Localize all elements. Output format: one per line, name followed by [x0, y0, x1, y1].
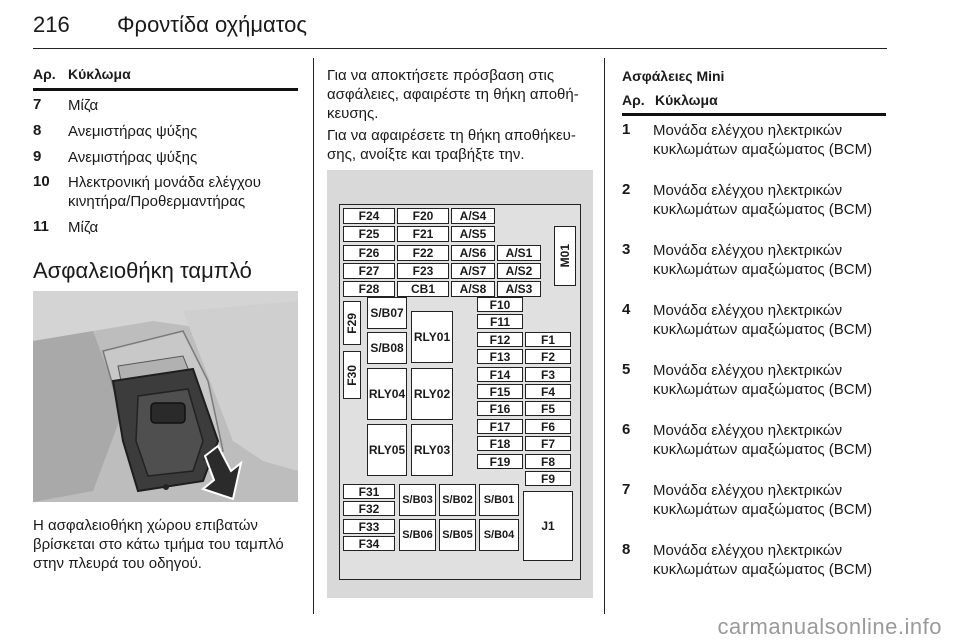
fuse-f25: F25: [343, 226, 395, 242]
right-row-no: 8: [622, 541, 631, 558]
fuse-cb1: CB1: [397, 281, 449, 297]
right-row-no: 7: [622, 481, 631, 498]
left-row-text: Μίζα: [68, 97, 99, 114]
fuse-m01-label: M01: [558, 244, 572, 268]
removal-instructions: Για να αφαιρέσετε τη θήκη αποθήκευ-σης, ανοίξτε και τραβήξτε την.: [327, 127, 576, 163]
right-row-no: 5: [622, 361, 631, 378]
access-instructions: Για να αποκτήσετε πρόσβαση στις ασφάλειες, αφαιρέστε τη θήκη αποθή-κευσης.: [327, 67, 579, 122]
fuse-as3: A/S3: [497, 281, 541, 297]
fuse-f31: F31: [343, 484, 395, 499]
fuse-as1: A/S1: [497, 245, 541, 261]
right-row-text: Μονάδα ελέγχου ηλεκτρικών κυκλωμάτων αμαξώματος (BCM): [653, 542, 873, 578]
fuse-f14: F14: [477, 367, 523, 382]
right-row-text: Μονάδα ελέγχου ηλεκτρικών κυκλωμάτων αμαξώματος (BCM): [653, 422, 873, 458]
fuse-f29: [343, 301, 361, 345]
right-header-no: Αρ.: [622, 92, 645, 108]
fuse-f22: F22: [397, 245, 449, 261]
fuse-f13: F13: [477, 349, 523, 364]
fuse-f19: F19: [477, 454, 523, 469]
right-row-no: 6: [622, 421, 631, 438]
fuse-f1: F1: [525, 332, 571, 347]
fuse-f28: F28: [343, 281, 395, 297]
fuse-f15: F15: [477, 384, 523, 399]
page-number: 216: [33, 12, 70, 37]
fuse-box-diagram: [327, 170, 593, 598]
fuse-sb02: S/B02: [439, 484, 476, 516]
glovebox-illustration: [33, 291, 298, 502]
fuse-f8: F8: [525, 454, 571, 469]
glovebox-photo: [33, 291, 298, 502]
fuse-as6: A/S6: [451, 245, 495, 261]
left-table-rule: [33, 88, 298, 91]
left-row-text: Μίζα: [68, 219, 99, 236]
right-row-no: 1: [622, 121, 631, 138]
right-row-no: 4: [622, 301, 631, 318]
fuse-as8: A/S8: [451, 281, 495, 297]
right-row-text: Μονάδα ελέγχου ηλεκτρικών κυκλωμάτων αμαξώματος (BCM): [653, 122, 873, 158]
right-row-text: Μονάδα ελέγχου ηλεκτρικών κυκλωμάτων αμαξώματος (BCM): [653, 302, 873, 338]
fuse-f21: F21: [397, 226, 449, 242]
section-title-dashboard: Ασφαλειοθήκη ταμπλό: [33, 258, 252, 283]
fuse-f10: F10: [477, 297, 523, 312]
fuse-sb03: S/B03: [399, 484, 436, 516]
left-row-text: Ανεμιστήρας ψύξης: [68, 149, 198, 166]
fuse-as4: A/S4: [451, 208, 495, 224]
left-header-no: Αρ.: [33, 66, 56, 82]
fuse-f20: F20: [397, 208, 449, 224]
left-row-text: Ηλεκτρονική μονάδα ελέγχου κινητήρα/Προθερμαντήρας: [68, 174, 261, 210]
relay-rly01: RLY01: [411, 311, 453, 363]
right-header-circuit: Κύκλωμα: [655, 92, 718, 108]
fuse-f7: F7: [525, 436, 571, 451]
fuse-f32: F32: [343, 501, 395, 516]
fuse-f26: F26: [343, 245, 395, 261]
fuse-sb07: S/B07: [367, 297, 407, 329]
relay-rly05: RLY05: [367, 424, 407, 476]
fuse-as5: A/S5: [451, 226, 495, 242]
fuse-f17: F17: [477, 419, 523, 434]
right-row-no: 3: [622, 241, 631, 258]
left-row-no: 7: [33, 96, 42, 113]
fuse-j1: J1: [523, 491, 573, 561]
left-row-no: 10: [33, 173, 50, 190]
column-divider-2: [604, 58, 605, 614]
fuse-f2: F2: [525, 349, 571, 364]
fuse-f6: F6: [525, 419, 571, 434]
fuse-sb04: S/B04: [479, 519, 519, 551]
fuse-f33: F33: [343, 519, 395, 534]
fuse-sb01: S/B01: [479, 484, 519, 516]
fuse-f23: F23: [397, 263, 449, 279]
fuse-f12: F12: [477, 332, 523, 347]
relay-rly03: RLY03: [411, 424, 453, 476]
fuse-f11: F11: [477, 314, 523, 329]
left-header-circuit: Κύκλωμα: [68, 66, 131, 82]
right-table-rule: [622, 113, 886, 116]
page-title: Φροντίδα οχήματος: [117, 12, 307, 37]
fuse-f16: F16: [477, 401, 523, 416]
column-divider-1: [313, 58, 314, 614]
fuse-f18: F18: [477, 436, 523, 451]
fuse-as2: A/S2: [497, 263, 541, 279]
fuse-f30: [343, 351, 361, 399]
fuse-m01: [554, 226, 576, 286]
left-row-text: Ανεμιστήρας ψύξης: [68, 123, 198, 140]
left-row-no: 8: [33, 122, 42, 139]
relay-rly02: RLY02: [411, 368, 453, 420]
fuse-f4: F4: [525, 384, 571, 399]
right-row-text: Μονάδα ελέγχου ηλεκτρικών κυκλωμάτων αμαξώματος (BCM): [653, 182, 873, 218]
fuse-sb06: S/B06: [399, 519, 436, 551]
relay-rly04: RLY04: [367, 368, 407, 420]
right-row-text: Μονάδα ελέγχου ηλεκτρικών κυκλωμάτων αμαξώματος (BCM): [653, 242, 873, 278]
right-row-text: Μονάδα ελέγχου ηλεκτρικών κυκλωμάτων αμαξώματος (BCM): [653, 362, 873, 398]
fuse-f34: F34: [343, 536, 395, 551]
right-row-no: 2: [622, 181, 631, 198]
left-row-no: 11: [33, 218, 49, 235]
fuse-sb08: S/B08: [367, 332, 407, 364]
fuse-f9: F9: [525, 471, 571, 486]
fuse-f29-label: F29: [345, 312, 359, 334]
watermark: carmanualsonline.info: [717, 614, 942, 639]
fuse-sb05: S/B05: [439, 519, 476, 551]
right-row-text: Μονάδα ελέγχου ηλεκτρικών κυκλωμάτων αμαξώματος (BCM): [653, 482, 873, 518]
mini-fuses-title: Ασφάλειες Mini: [622, 68, 725, 84]
fuse-f30-label: F30: [345, 364, 359, 386]
header-rule: [33, 48, 887, 49]
fuse-f5: F5: [525, 401, 571, 416]
fuse-f24: F24: [343, 208, 395, 224]
fuse-f27: F27: [343, 263, 395, 279]
fuse-as7: A/S7: [451, 263, 495, 279]
fuse-f3: F3: [525, 367, 571, 382]
left-row-no: 9: [33, 148, 42, 165]
dashboard-caption: Η ασφαλειοθήκη χώρου επιβατών βρίσκεται στο κάτω τμήμα του ταμπλό στην πλευρά του οδηγού.: [33, 517, 284, 572]
